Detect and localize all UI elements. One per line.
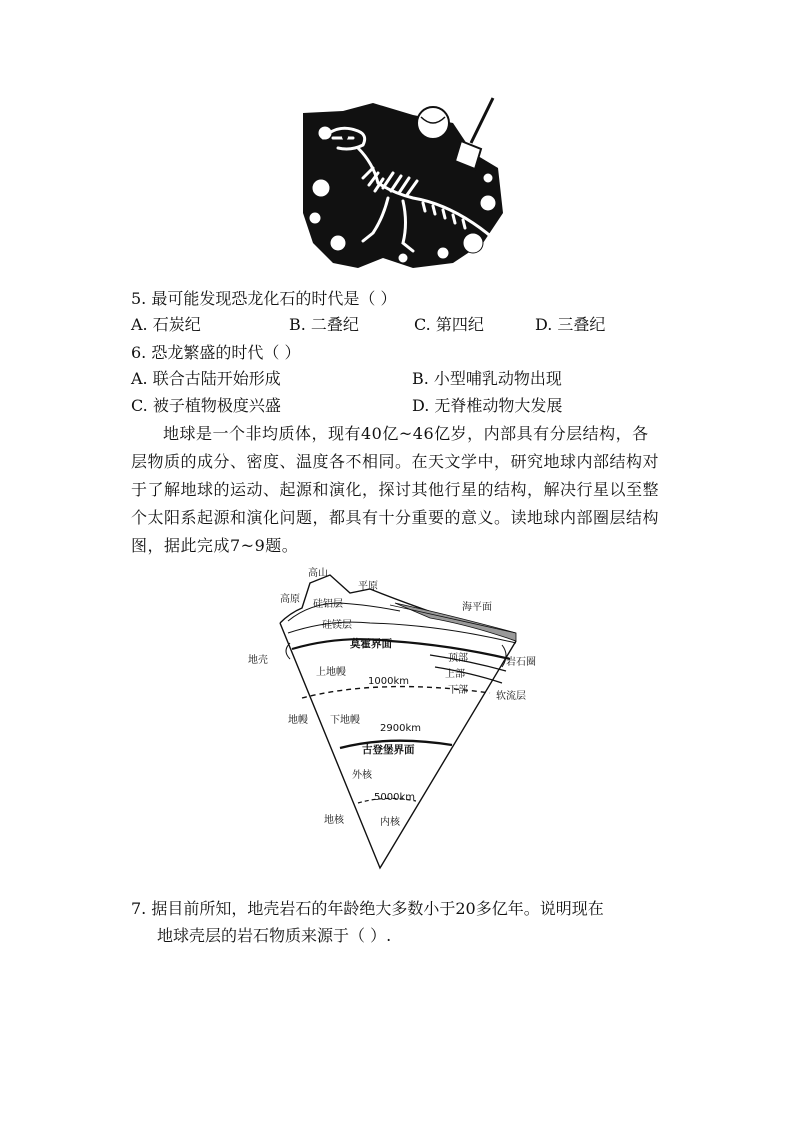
label-upper: 上部 (445, 669, 465, 680)
label-moho: 莫霍界面 (350, 638, 392, 650)
dinosaur-fossil-icon (303, 93, 505, 273)
label-outer-core: 外核 (352, 770, 372, 781)
label-high-mountain: 高山 (308, 568, 328, 579)
q5-option-b: B. 二叠纪 (289, 315, 359, 334)
label-mantle: 地幔 (288, 715, 308, 726)
earth-layers-diagram-icon (240, 563, 570, 875)
q6-option-a: A. 联合古陆开始形成 (131, 369, 281, 388)
label-sima: 硅镁层 (322, 620, 352, 631)
q5-option-a: A. 石炭纪 (131, 315, 201, 334)
earth-interior-diagram (240, 563, 570, 875)
reading-passage: 地球是一个非均质体，现有40亿~46亿岁，内部具有分层结构，各层物质的成分、密度、温度各不相同。在天文学中，研究地球内部结构对于了解地球的运动、起源和演化，探讨其他行星的结构，解决行星以至整个太阳系起源和演化问题，都具有十分重要的意义。读地球内部圈层结构图，据此完成7~9题。 (131, 424, 660, 555)
q6-option-c: C. 被子植物极度兴盛 (131, 396, 281, 415)
q5-option-d: D. 三叠纪 (535, 315, 606, 334)
label-top: 顶部 (448, 653, 468, 664)
question-6-stem: 6. 恐龙繁盛的时代（ ） (131, 343, 301, 362)
label-core: 地核 (324, 815, 344, 826)
label-asthenosphere: 软流层 (496, 691, 526, 702)
label-inner-core: 内核 (380, 817, 400, 828)
question-7-line-1: 7. 据目前所知，地壳岩石的年龄绝大多数小于20多亿年。说明现在 (131, 899, 604, 918)
label-crust: 地壳 (248, 655, 268, 666)
label-sea-level: 海平面 (462, 602, 492, 613)
label-plateau: 高原 (280, 594, 300, 605)
question-7-line-2: 地球壳层的岩石物质来源于（ ）. (157, 926, 392, 945)
q5-option-c: C. 第四纪 (414, 315, 484, 334)
label-lower: 下部 (448, 685, 468, 696)
dinosaur-fossil-image (303, 93, 505, 273)
label-depth-1000: 1000km (368, 676, 409, 687)
q6-option-d: D. 无脊椎动物大发展 (412, 396, 563, 415)
label-upper-mantle: 上地幔 (316, 667, 346, 678)
q6-option-b: B. 小型哺乳动物出现 (412, 369, 562, 388)
label-lower-mantle: 下地幔 (330, 715, 360, 726)
label-lithosphere: 岩石圈 (506, 657, 536, 668)
question-5-stem: 5. 最可能发现恐龙化石的时代是（ ） (131, 289, 397, 308)
label-depth-2900: 2900km (380, 723, 421, 734)
label-plain: 平原 (358, 581, 378, 592)
label-depth-5000: 5000km (374, 792, 415, 803)
label-sial: 硅铝层 (313, 599, 343, 610)
label-gutenberg: 古登堡界面 (362, 744, 415, 756)
